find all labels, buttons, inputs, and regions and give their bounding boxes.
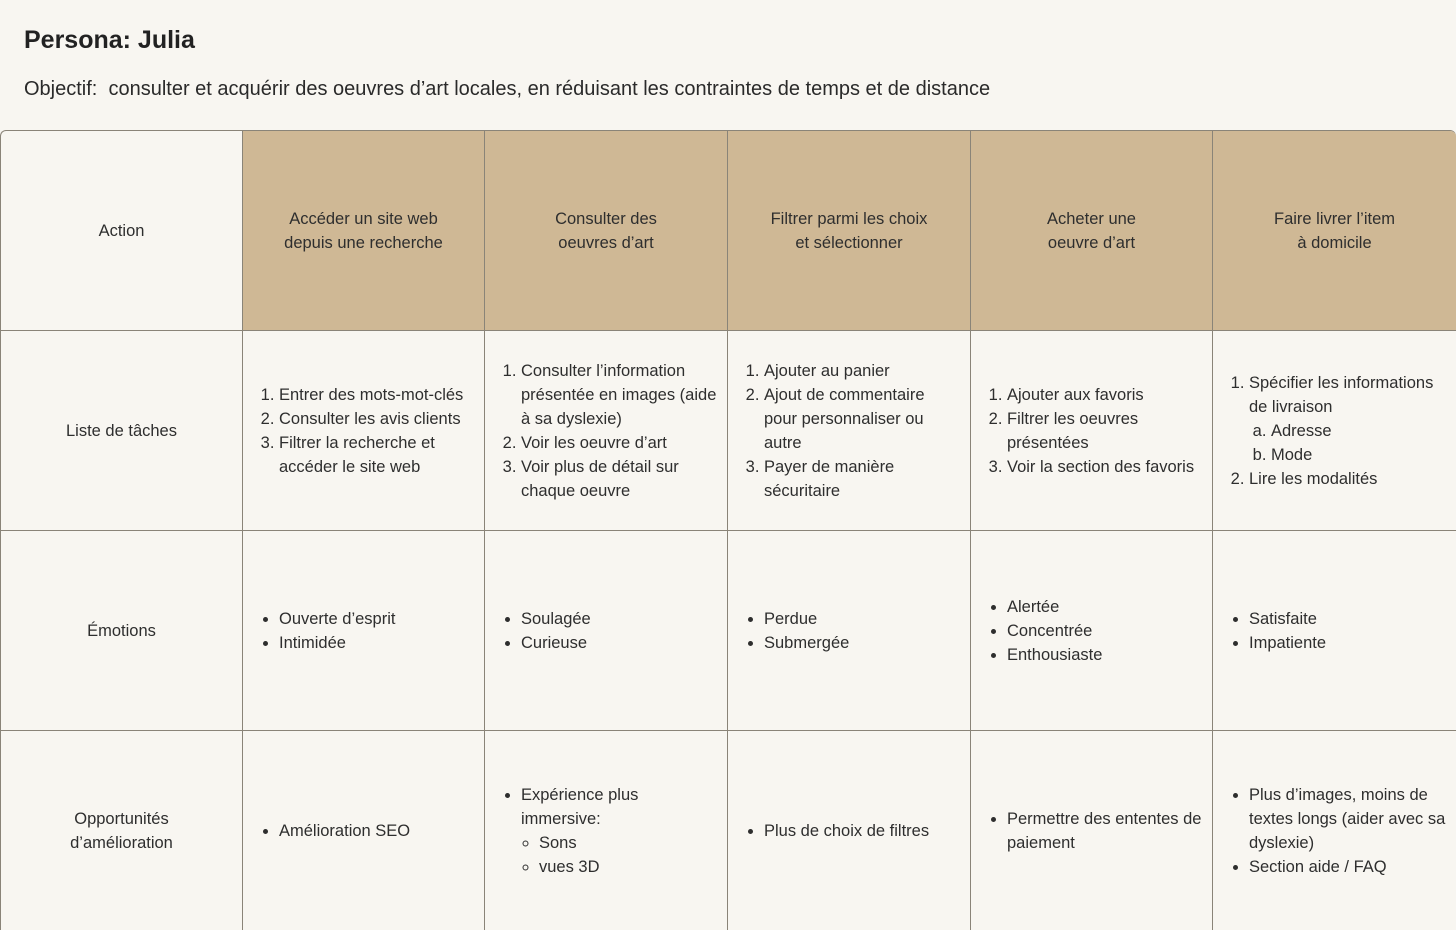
list-item: • Concentrée [1007, 619, 1102, 643]
row-label-text: Liste de tâches [66, 421, 177, 440]
journey-map-table [0, 130, 1456, 930]
header-line: à domicile [1297, 233, 1372, 252]
emotion-list [261, 607, 395, 655]
list-item: 3. Voir la section des favoris [1007, 455, 1204, 479]
header-line: Filtrer parmi les choix [770, 209, 928, 228]
tasks-cell-4 [971, 331, 1213, 531]
list-item: • Ouverte d’esprit [279, 607, 395, 631]
list-item: ◦ Sons [539, 831, 719, 855]
tasks-cell-2 [485, 331, 728, 531]
header-line: Acheter une [1047, 209, 1136, 228]
list-item: • Amélioration SEO [279, 819, 410, 843]
task-list [261, 383, 476, 479]
list-item-text: Spécifier les informations de livraison [1249, 373, 1434, 416]
list-item: • Submergée [764, 631, 849, 655]
list-item: 2. Voir les oeuvre d’art [521, 431, 719, 455]
action-header-5 [1213, 131, 1456, 331]
opportunities-cell-4 [971, 731, 1213, 930]
opportunities-cell-3 [728, 731, 971, 930]
tasks-cell-3 [728, 331, 971, 531]
row-label-emotions [1, 531, 243, 731]
list-item: • Alertée [1007, 595, 1102, 619]
task-list [1231, 371, 1448, 491]
list-item: • Soulagée [521, 607, 591, 631]
row-label-text: Action [98, 221, 145, 240]
emotion-list [989, 595, 1102, 667]
header-line: Faire livrer l’item [1273, 209, 1395, 228]
emotion-list [1231, 607, 1326, 655]
sub-list [1249, 419, 1448, 467]
list-item: • Impatiente [1249, 631, 1326, 655]
header-line: oeuvres d’art [558, 233, 654, 252]
list-item [1249, 371, 1448, 467]
opportunity-list [989, 807, 1204, 855]
header-line: Accéder un site web [289, 209, 438, 228]
row-label-opportunities [1, 731, 243, 930]
list-item: b. Mode [1271, 443, 1448, 467]
header-line: depuis une recherche [284, 233, 443, 252]
row-label-text: Émotions [87, 621, 156, 640]
list-item: • Perdue [764, 607, 849, 631]
action-header-2 [485, 131, 728, 331]
emotions-cell-4 [971, 531, 1213, 731]
opportunity-list [1231, 783, 1448, 879]
opportunities-cell-2 [485, 731, 728, 930]
list-item: 1. Consulter l’information présentée en images (aide à sa dyslexie) [521, 359, 719, 431]
list-item: • Enthousiaste [1007, 643, 1102, 667]
action-header-4 [971, 131, 1213, 331]
list-item: • Plus de choix de filtres [764, 819, 929, 843]
row-label-text: Opportunités [74, 809, 169, 828]
header-line: oeuvre d’art [1047, 233, 1136, 252]
list-item: • Satisfaite [1249, 607, 1326, 631]
header-line: Consulter des [555, 209, 657, 228]
list-item: 2. Consulter les avis clients [279, 407, 476, 431]
list-item: 2. Ajout de commentaire pour personnaliser ou autre [764, 383, 962, 455]
sub-list [521, 831, 719, 879]
list-item-text: Expérience plus immersive: [521, 785, 639, 828]
list-item: • Section aide / FAQ [1249, 855, 1448, 879]
list-item: 2. Filtrer les oeuvres présentées [1007, 407, 1204, 455]
list-item: a. Adresse [1271, 419, 1448, 443]
list-item: • Intimidée [279, 631, 395, 655]
action-header-1 [243, 131, 485, 331]
list-item: 3. Filtrer la recherche et accéder le site web [279, 431, 476, 479]
tasks-cell-5 [1213, 331, 1456, 531]
opportunities-cell-1 [243, 731, 485, 930]
row-label-action [1, 131, 243, 331]
row-label-text: d’amélioration [70, 833, 173, 852]
task-list [989, 383, 1204, 479]
list-item: ◦ vues 3D [539, 855, 719, 879]
tasks-cell-1 [243, 331, 485, 531]
list-item: 3. Voir plus de détail sur chaque oeuvre [521, 455, 719, 503]
emotion-list [746, 607, 849, 655]
list-item: 1. Ajouter aux favoris [1007, 383, 1204, 407]
list-item: • Plus d’images, moins de textes longs (aider avec sa dyslexie) [1249, 783, 1448, 855]
list-item: 1. Ajouter au panier [764, 359, 962, 383]
list-item: 3. Payer de manière sécuritaire [764, 455, 962, 503]
opportunities-cell-5 [1213, 731, 1456, 930]
opportunity-list [746, 819, 929, 843]
list-item [521, 783, 719, 879]
task-list [746, 359, 962, 503]
list-item: 2. Lire les modalités [1249, 467, 1448, 491]
opportunity-list [261, 819, 410, 843]
emotions-cell-1 [243, 531, 485, 731]
list-item: • Permettre des ententes de paiement [1007, 807, 1204, 855]
list-item: • Curieuse [521, 631, 591, 655]
emotions-cell-5 [1213, 531, 1456, 731]
page-title: Persona: Julia [24, 26, 195, 54]
opportunity-list [503, 783, 719, 879]
emotions-cell-3 [728, 531, 971, 731]
task-list [503, 359, 719, 503]
objective-text: Objectif: consulter et acquérir des oeuvres d’art locales, en réduisant les contraintes de temps et de distance [24, 78, 991, 100]
action-header-3 [728, 131, 971, 331]
list-item: 1. Entrer des mots-mot-clés [279, 383, 476, 407]
row-label-tasks [1, 331, 243, 531]
emotion-list [503, 607, 591, 655]
header-line: et sélectionner [795, 233, 903, 252]
emotions-cell-2 [485, 531, 728, 731]
